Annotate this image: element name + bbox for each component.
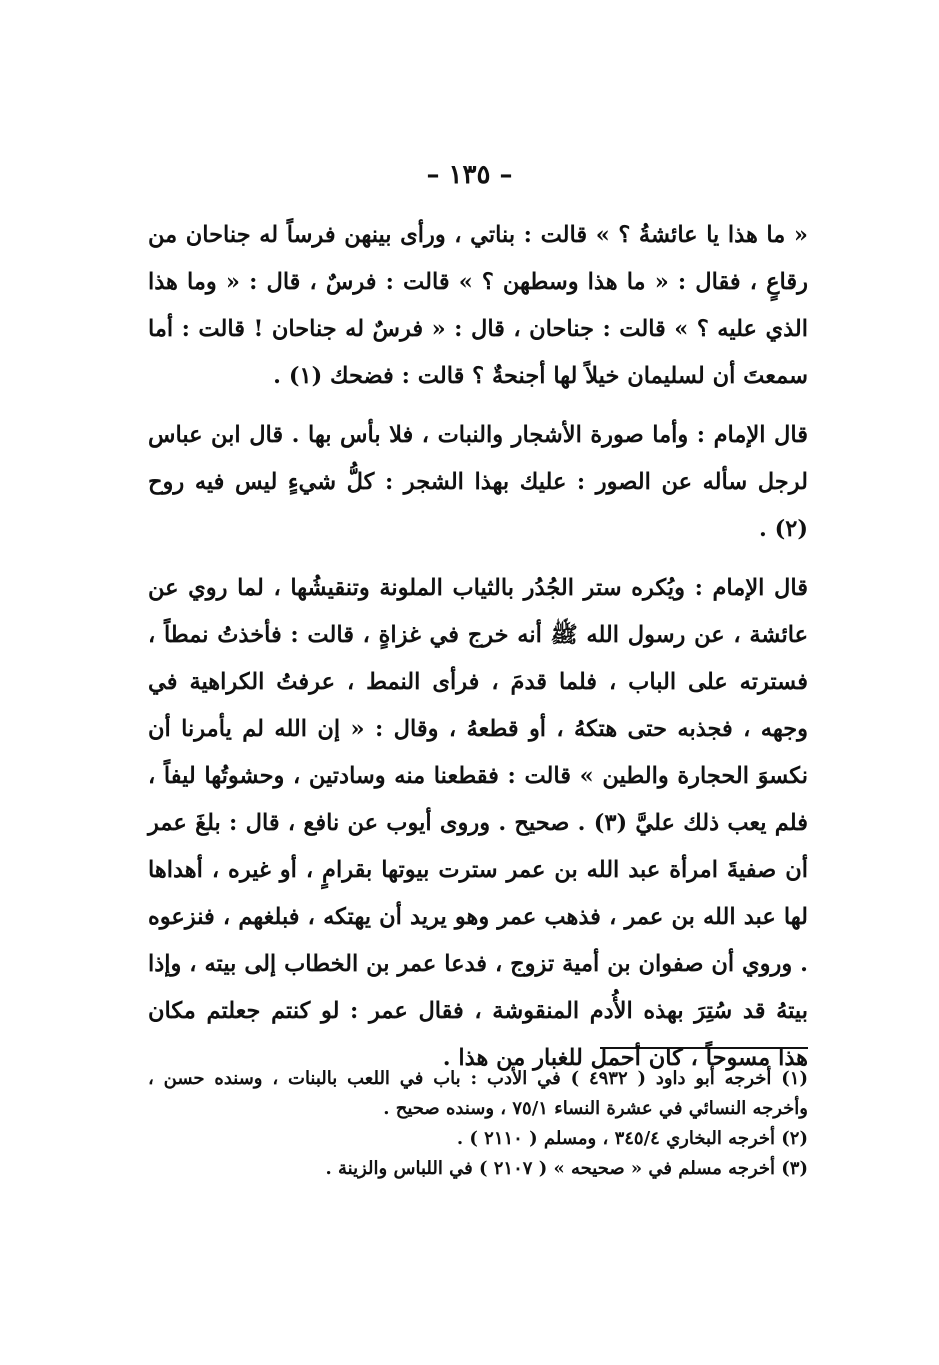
footnote-1: (١) أخرجه أبو داود ( ٤٩٣٢ ) في الأدب : باب في اللعب بالبنات ، وسنده حسن ، وأخرجه النسائي في عشرة النساء ٧٥/١ ، وسنده صحيح . bbox=[148, 1068, 808, 1119]
footnote-2: (٢) أخرجه البخاري ٣٤٥/٤ ، ومسلم ( ٢١١٠ ) . bbox=[456, 1128, 808, 1149]
page-number: – ١٣٥ – bbox=[426, 160, 513, 190]
main-text bbox=[148, 212, 808, 1094]
footnote-3: (٣) أخرجه مسلم في « صحيحه » ( ٢١٠٧ ) في اللباس والزينة . bbox=[325, 1158, 808, 1179]
paragraph-1: « ما هذا يا عائشةُ ؟ » قالت : بناتي ، ورأى بينهن فرساً له جناحان من رقاعٍ ، فقال : « ما هذا وسطهن ؟ » قالت : فرسٌ ، قال : « وما هذا الذي عليه ؟ » قالت : جناحان ، قال : « فرسٌ له جناحان ! قالت : أما سمعتَ أن لسليمان خيلاً لها أجنحةٌ ؟ قالت : فضحك (١) . bbox=[148, 222, 808, 389]
paragraph-2: قال الإمام : وأما صورة الأشجار والنبات ، فلا بأس بها . قال ابن عباس لرجل سأله عن الصور : عليك بهذا الشجر : كلُّ شيءٍ ليس فيه روح (٢) . bbox=[148, 422, 808, 542]
footnotes bbox=[148, 1064, 808, 1184]
footnote-divider bbox=[600, 1047, 808, 1049]
paragraph-3: قال الإمام : ويُكره ستر الجُدُر بالثياب الملونة وتنقيشُها ، لما روي عن عائشة ، عن رسول الله ﷺ أنه خرج في غزاةٍ ، قالت : فأخذتُ نمطاً ، فسترته على الباب ، فلما قدمَ ، فرأى النمط ، عرفتُ الكراهية في وجهه ، فجذبه حتى هتكهُ ، أو قطعهُ ، وقال : « إن الله لم يأمرنا أن نكسوَ الحجارة والطين » قالت : فقطعنا منه وسادتين ، وحشوتُها ليفاً ، فلم يعب ذلك عليَّ (٣) . صحيح . وروى أيوب عن نافع ، قال : بلغَ عمر أن صفيةَ امرأة عبد الله بن عمر سترت بيوتها بقرامٍ ، أو غيره ، أهداها لها عبد الله بن عمر ، فذهب عمر وهو يريد أن يهتكه ، فبلغهم ، فنزعوه . وروي أن صفوان بن أمية تزوج ، فدعا عمر بن الخطاب إلى بيته ، وإذا بيتهُ قد سُتِرَ بهذه الأُدم المنقوشة ، فقال عمر : لو كنتم جعلتم مكان هذا مسوحاً ، كان أحمل للغبار من هذا . bbox=[148, 575, 808, 1071]
